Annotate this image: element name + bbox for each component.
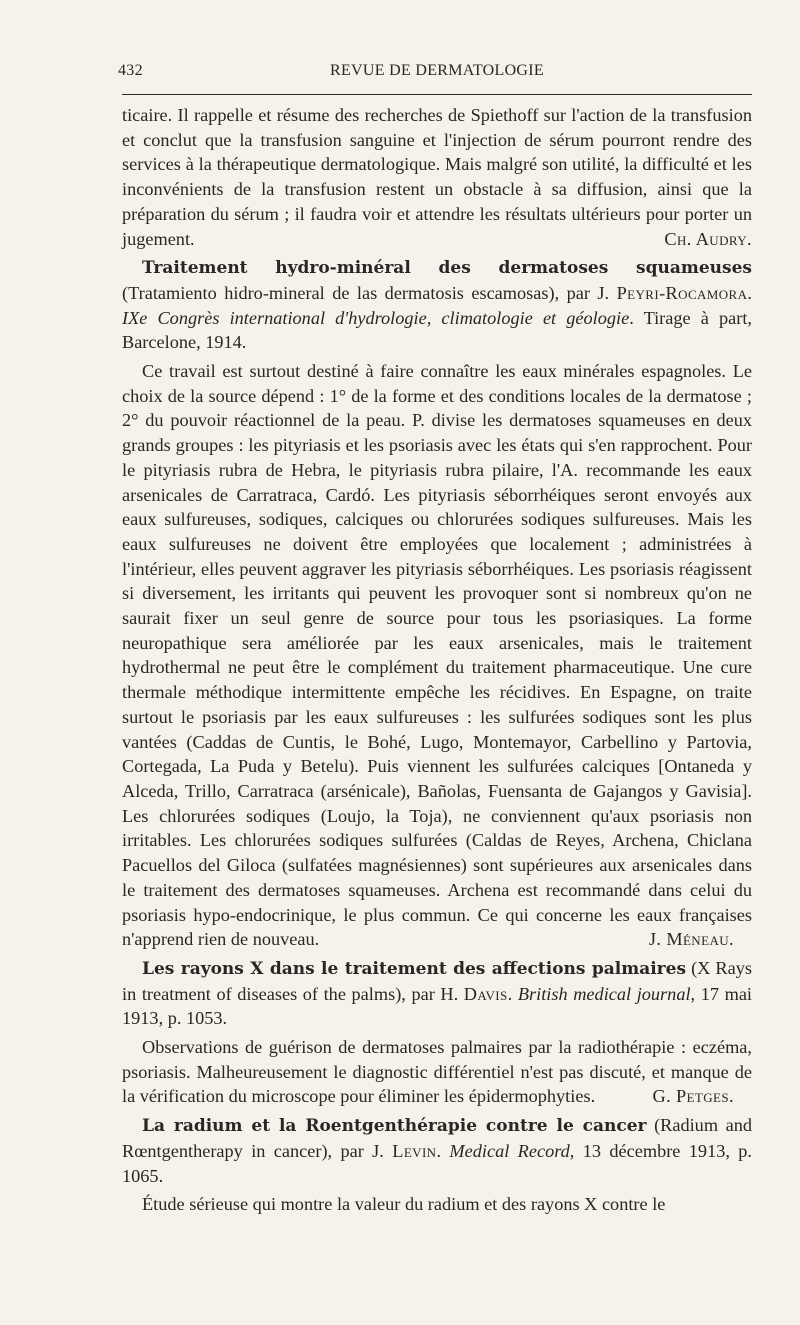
journal-page (118, 62, 753, 1221)
running-head (118, 62, 752, 84)
article-body (122, 1035, 752, 1109)
reference-punct: . (436, 1140, 442, 1161)
reference-punct: . (747, 282, 752, 303)
reference-text: (Tratamiento hidro-mineral de las dermatosis escamosas), par J. (122, 282, 610, 303)
article-reference (122, 1113, 752, 1188)
body-text: Étude sérieuse qui montre la valeur du radium et des rayons X contre le (142, 1194, 666, 1215)
article-reference (122, 956, 752, 1031)
article-title: Les rayons X dans le traitement des affections palmaires (142, 958, 687, 979)
article-title: La radium et la Roentgenthérapie contre le cancer (142, 1116, 647, 1137)
article-body (122, 359, 752, 952)
author-name: Levin (392, 1140, 437, 1161)
continuation-text: ticaire. Il rappelle et résume des recherches de Spiethoff sur l'action de la transfusion et conclut que la transfusion sanguine et l'injection de sérum pourront rendre des services à la thérapeutique dermatologique. Mais malgré son utilité, la difficulté et les inconvénients de la transfusion restent un obstacle à sa diffusion, ainsi que la préparation du sérum ; il faudra voir et attendre les résultats ultérieurs pour porter un jugement. (122, 105, 752, 249)
journal-title: REVUE DE DERMATOLOGIE (330, 62, 544, 79)
article-title: Traitement hydro-minéral des dermatoses squameuses (142, 258, 752, 279)
continuation-paragraph (122, 103, 752, 251)
reference-text: (X Rays in treatment of diseases of the palms), par H. (122, 957, 752, 1004)
reference-text: (Radium and Rœntgentherapy in cancer), par J. (122, 1115, 752, 1161)
source-title: British medical journal (517, 983, 691, 1004)
reviewer-signature: J. Méneau. (648, 929, 734, 950)
source-title: IXe Congrès international d'hydrologie, climatologie et géologie (122, 307, 630, 328)
reviewer-signature: Ch. Audry. (664, 228, 752, 249)
body-text: Ce travail est surtout destiné à faire connaître les eaux minérales espagnoles. Le choix de la source dépend : 1° de la forme et des conditions locales de la dermatose ; 2° du pouvoir réactionnel de la peau. P. divise les dermatoses squameuses en deux grands groupes : les pityriasis et les psoriasis avec les états qui s'en rapprochent. Pour le pityriasis rubra de Hebra, le pityriasis rubra pilaire, l'A. recommande les eaux arsenicales de Carratraca, Cardó. Les pityriasis séborrhéiques seront envoyés aux eaux sulfureuses, sodiques, calciques ou chlorurées sodiques sulfureuses. Mais les eaux sulfureuses ne doivent être employées que localement ; administrées à l'intérieur, elles peuvent aggraver les pityriasis séborrhéiques. Les psoriasis réagissent si diversement, les irritants qui peuvent les provoquer sont si nombreux qu'on ne saurait fixer un seul genre de source pour tous les psoriasiques. La forme neuropathique sera améliorée par les eaux arsenicales, mais le traitement hydrothermal ne peut être le complément du traitement pharmaceutique. Une cure thermale méthodique intermittente empêche les récidives. En Espagne, on traite surtout le psoriasis par les eaux sulfureuses : les sulfurées sodiques sont les plus vantées (Caddas de Cuntis, le Bohé, Lugo, Montemayor, Carbellino y Partovia, Cortegada, La Puda y Betelu). Puis viennent les sulfurées calciques [Ontaneda y Alceda, Trillo, Carratraca (arsénicale), Bañolas, Fuensanta de Gajangos y Gavisia]. Les chlorurées sodiques (Loujo, la Toja), ne conviennent qu'aux psoriasis non irritables. Les chlorurées sodiques sulfurées (Caldas de Reyes, Archena, Chiclana Pacuellos del Giloca (sulfatées magnésiennes) sont supérieures aux arsenicales dans le traitement des dermatoses squameuses. Archena est recommandé dans celui du psoriasis hypo-endocrinique, le plus commun. Ce qui concerne les eaux françaises n'apprend rien de nouveau. (122, 361, 752, 950)
reference-punct: . (507, 983, 513, 1004)
source-title: Medical Record (449, 1140, 570, 1161)
author-name: Davis (463, 983, 508, 1004)
reference-tail: . Tirage à part, Barcelone, 1914. (122, 307, 752, 353)
author-name: Peyri-Rocamora (616, 282, 748, 303)
reviewer-signature: G. Petges. (652, 1086, 734, 1107)
page-number: 432 (118, 62, 143, 79)
reference-tail: , 13 décembre 1913, p. 1065. (122, 1140, 752, 1186)
body-text: Observations de guérison de dermatoses palmaires par la radiothérapie : eczéma, psoriasis. Malheureusement le diagnostic différentiel n'est pas discuté, et manque de la vérification du microscope pour éliminer les épidermophyties. (122, 1037, 752, 1107)
article-reference (122, 255, 752, 355)
reference-tail: , 17 mai 1913, p. 1053. (122, 983, 753, 1029)
article-body (122, 1192, 752, 1217)
header-rule (122, 94, 752, 95)
